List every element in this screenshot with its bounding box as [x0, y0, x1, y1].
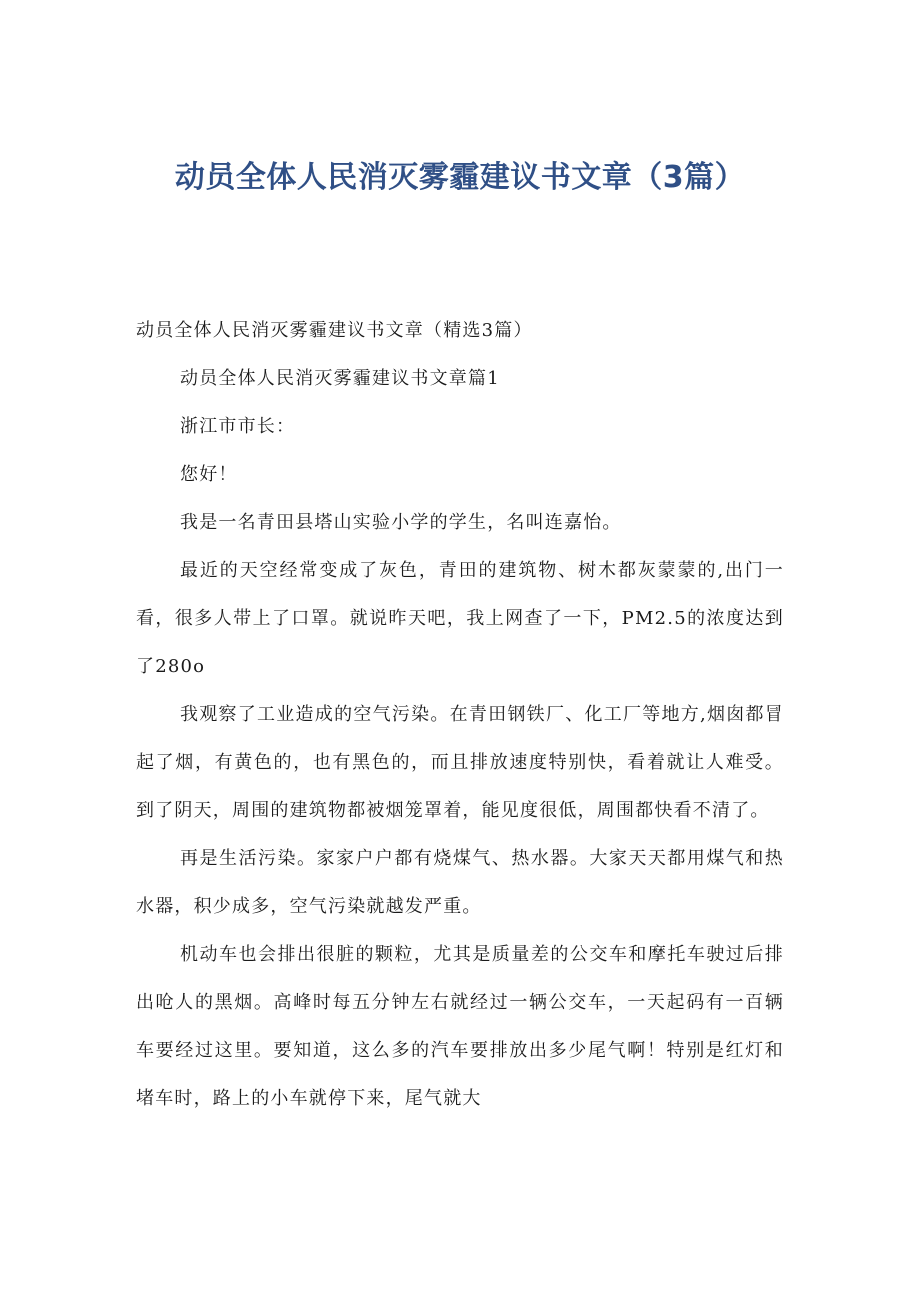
section-heading: 动员全体人民消灭雾霾建议书文章篇1 [180, 368, 500, 389]
paragraph: 最近的天空经常变成了灰色，青田的建筑物、树木都灰蒙蒙的,出门一看，很多人带上了口罩。就说昨天吧，我上网查了一下，PM2.5的浓度达到了280o [136, 560, 784, 677]
letter-salutation: 浙江市市长： [180, 416, 296, 437]
paragraph: 再是生活污染。家家户户都有烧煤气、热水器。大家天天都用煤气和热水器，积少成多，空气污染就越发严重。 [136, 848, 784, 917]
paragraph: 我观察了工业造成的空气污染。在青田钢铁厂、化工厂等地方,烟囱都冒起了烟，有黄色的，也有黑色的，而且排放速度特别快，看着就让人难受。到了阴天，周围的建筑物都被烟笼罩着，能见度很低，周围都快看不清了。 [136, 704, 784, 821]
letter-greeting: 您好！ [180, 464, 238, 485]
paragraph: 我是一名青田县塔山实验小学的学生，名叫连嘉怡。 [180, 512, 622, 533]
paragraph: 机动车也会排出很脏的颗粒，尤其是质量差的公交车和摩托车驶过后排出呛人的黑烟。高峰时每五分钟左右就经过一辆公交车，一天起码有一百辆车要经过这里。要知道，这么多的汽车要排放出多少尾气啊！特别是红灯和堵车时，路上的小车就停下来，尾气就大 [136, 944, 784, 1109]
document-title: 动员全体人民消灭雾霾建议书文章（3篇） [174, 160, 746, 195]
document-subtitle: 动员全体人民消灭雾霾建议书文章（精选3篇） [136, 320, 533, 341]
document-body [136, 307, 784, 1123]
